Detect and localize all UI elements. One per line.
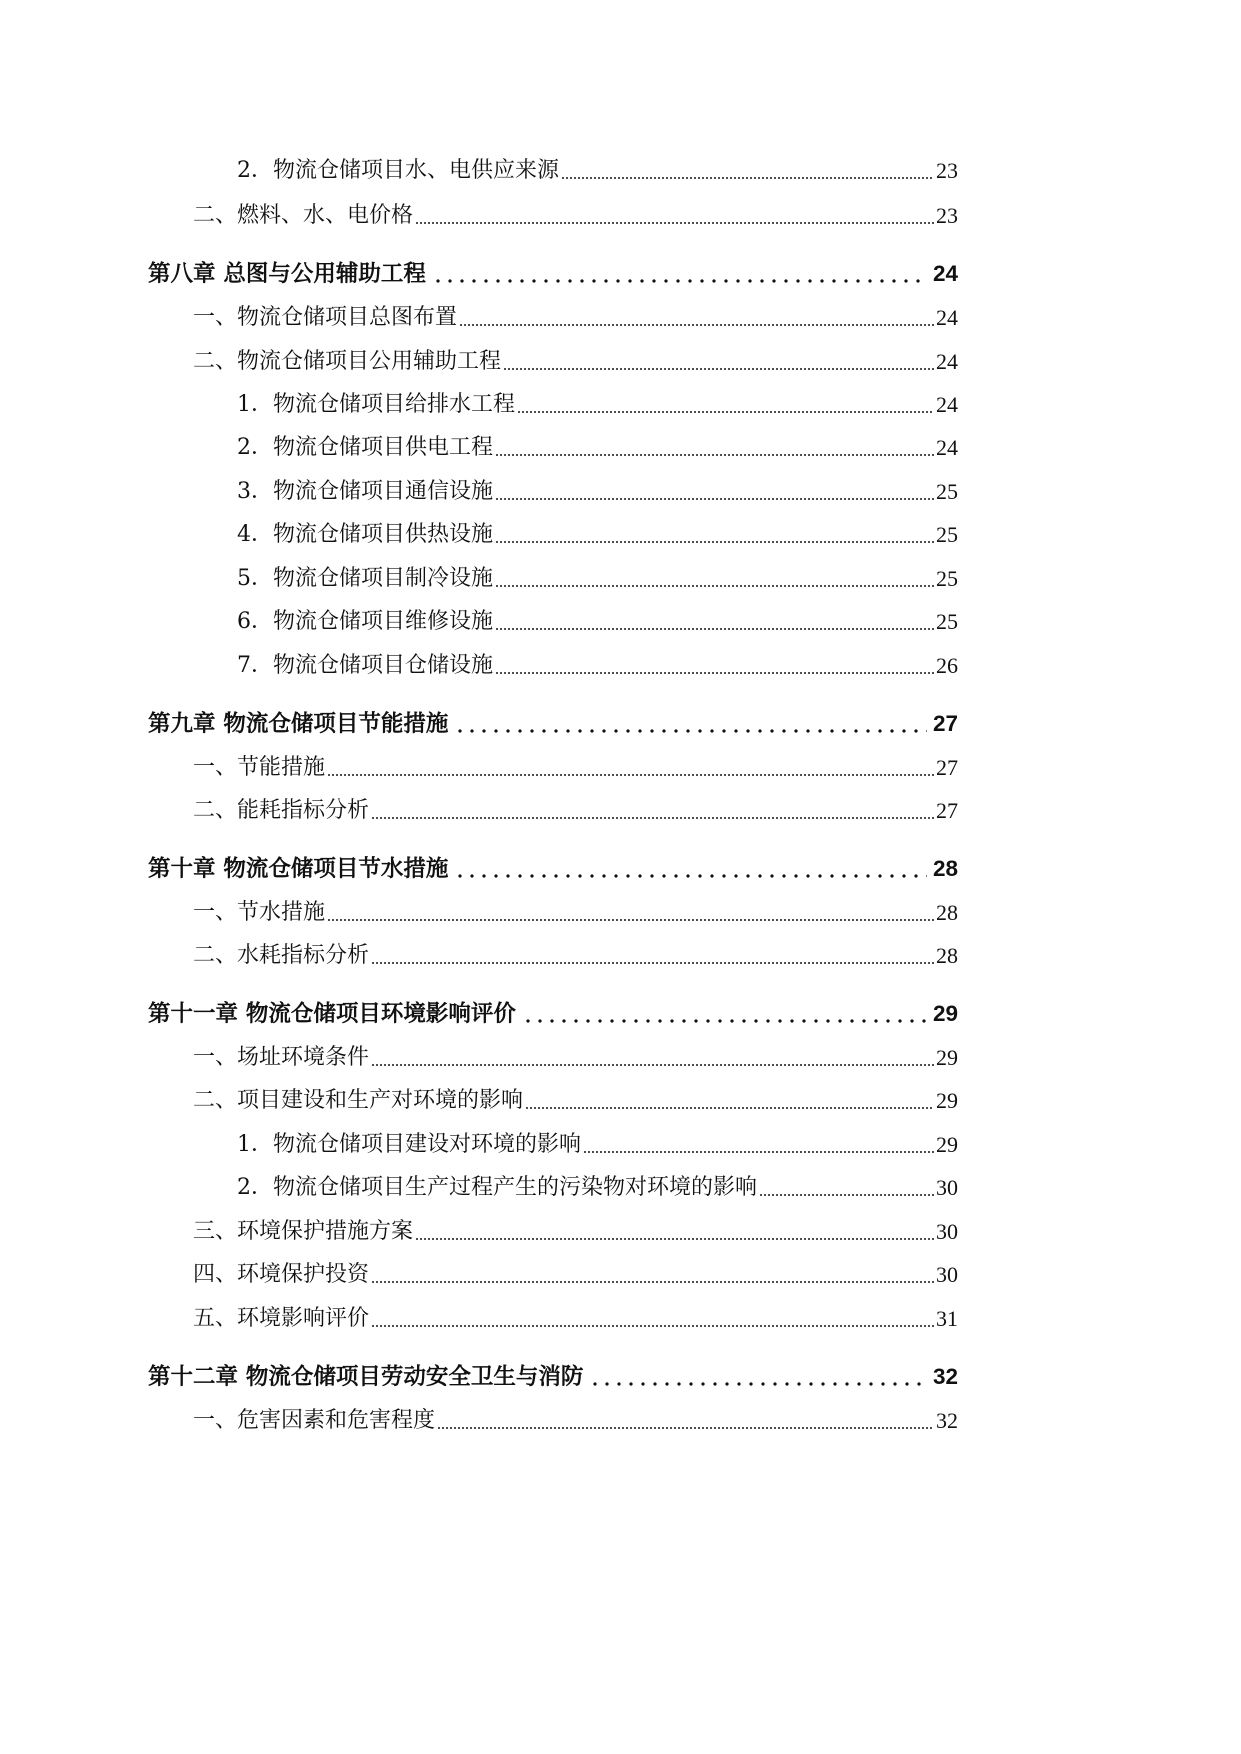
toc-entry-page-number: 23 [936,203,958,228]
toc-entry-page-number: 30 [936,1262,958,1287]
toc-entry-page-number: 27 [932,711,958,736]
dot-leader [495,574,934,588]
toc-entry-page-number: 27 [936,755,958,780]
toc-entry-title: 2．物流仓储项目供电工程 [237,435,493,460]
toc-chapter-entry[interactable] [148,698,958,738]
toc-section-entry[interactable] [193,1075,958,1115]
toc-entry-page-number: 24 [936,349,958,374]
dot-leader [589,1373,927,1387]
dot-leader [495,487,934,501]
toc-entry-page-number: 29 [932,1001,958,1026]
dot-leader [415,211,934,225]
dot-leader [503,357,934,371]
toc-entry-title: 二、燃料、水、电价格 [193,203,414,228]
toc-subsection-entry[interactable] [237,509,958,549]
toc-entry-title: 二、能耗指标分析 [193,798,370,823]
toc-section-entry[interactable] [193,742,958,782]
dot-leader [371,951,934,965]
toc-entry-page-number: 25 [936,479,958,504]
toc-entry-page-number: 29 [936,1132,958,1157]
toc-chapter-entry[interactable] [148,248,958,288]
toc-entry-title: 第八章 总图与公用辅助工程 [148,261,426,287]
toc-subsection-entry[interactable] [237,1162,958,1202]
dot-leader [371,1053,934,1067]
dot-leader [517,400,934,414]
toc-entry-page-number: 30 [936,1219,958,1244]
toc-entry-title: 5．物流仓储项目制冷设施 [237,566,493,591]
toc-entry-page-number: 30 [936,1175,958,1200]
dot-leader [759,1183,934,1197]
toc-section-entry[interactable] [193,930,958,970]
toc-entry-page-number: 28 [936,943,958,968]
toc-entry-page-number: 25 [936,566,958,591]
toc-entry-title: 4．物流仓储项目供热设施 [237,522,493,547]
toc-entry-title: 第十一章 物流仓储项目环境影响评价 [148,1001,516,1027]
dot-leader [371,1314,934,1328]
dot-leader [583,1140,934,1154]
toc-entry-title: 二、项目建设和生产对环境的影响 [193,1088,524,1113]
toc-entry-title: 2．物流仓储项目水、电供应来源 [237,158,559,183]
toc-entry-page-number: 31 [936,1306,958,1331]
toc-section-entry[interactable] [193,785,958,825]
toc-entry-title: 一、物流仓储项目总图布置 [193,305,458,330]
toc-entry-page-number: 28 [932,856,958,881]
dot-leader [561,166,934,180]
dot-leader [454,865,927,879]
toc-entry-page-number: 32 [932,1364,958,1389]
dot-leader [371,806,934,820]
dot-leader [437,1416,934,1430]
toc-entry-page-number: 26 [936,653,958,678]
toc-section-entry[interactable] [193,1206,958,1246]
toc-subsection-entry[interactable] [237,640,958,680]
toc-entry-title: 三、环境保护措施方案 [193,1219,414,1244]
dot-leader [525,1096,934,1110]
dot-leader [454,720,927,734]
dot-leader [415,1227,934,1241]
toc-section-entry[interactable] [193,1293,958,1333]
toc-entry-page-number: 29 [936,1088,958,1113]
toc-entry-page-number: 23 [936,158,958,183]
toc-entry-page-number: 28 [936,900,958,925]
toc-entry-page-number: 32 [936,1408,958,1433]
toc-chapter-entry[interactable] [148,843,958,883]
toc-entry-title: 一、危害因素和危害程度 [193,1408,436,1433]
toc-section-entry[interactable] [193,1249,958,1289]
toc-entry-title: 五、环境影响评价 [193,1306,370,1331]
toc-entry-title: 3．物流仓储项目通信设施 [237,479,493,504]
toc-subsection-entry[interactable] [237,553,958,593]
toc-subsection-entry[interactable] [237,596,958,636]
toc-entry-page-number: 24 [936,435,958,460]
dot-leader [432,270,927,284]
toc-subsection-entry[interactable] [237,422,958,462]
toc-entry-page-number: 24 [932,261,958,286]
toc-entry-title: 1．物流仓储项目建设对环境的影响 [237,1132,581,1157]
toc-section-entry[interactable] [193,887,958,927]
dot-leader [495,661,934,675]
dot-leader [371,1270,934,1284]
toc-section-entry[interactable] [193,1395,958,1435]
toc-chapter-entry[interactable] [148,988,958,1028]
toc-entry-title: 二、物流仓储项目公用辅助工程 [193,349,502,374]
dot-leader [495,530,934,544]
toc-entry-title: 6．物流仓储项目维修设施 [237,609,493,634]
toc-section-entry[interactable] [193,1032,958,1072]
toc-section-entry[interactable] [193,336,958,376]
toc-entry-page-number: 25 [936,522,958,547]
dot-leader [495,443,934,457]
toc-entry-title: 2．物流仓储项目生产过程产生的污染物对环境的影响 [237,1175,757,1200]
toc-subsection-entry[interactable] [237,466,958,506]
toc-entry-page-number: 27 [936,798,958,823]
toc-subsection-entry[interactable] [237,145,958,185]
toc-subsection-entry[interactable] [237,379,958,419]
toc-subsection-entry[interactable] [237,1119,958,1159]
dot-leader [522,1010,927,1024]
toc-entry-title: 第十二章 物流仓储项目劳动安全卫生与消防 [148,1364,584,1390]
toc-entry-page-number: 25 [936,609,958,634]
toc-entry-title: 一、节能措施 [193,755,326,780]
toc-chapter-entry[interactable] [148,1351,958,1391]
toc-entry-page-number: 24 [936,392,958,417]
toc-entry-title: 一、节水措施 [193,900,326,925]
toc-entry-title: 二、水耗指标分析 [193,943,370,968]
toc-section-entry[interactable] [193,292,958,332]
dot-leader [327,908,934,922]
toc-entry-page-number: 29 [936,1045,958,1070]
toc-entry-title: 第九章 物流仓储项目节能措施 [148,711,449,737]
toc-section-entry[interactable] [193,190,958,230]
dot-leader [495,617,934,631]
toc-entry-title: 第十章 物流仓储项目节水措施 [148,856,449,882]
toc-entry-title: 一、场址环境条件 [193,1045,370,1070]
toc-entry-title: 1．物流仓储项目给排水工程 [237,392,515,417]
toc-entry-title: 7．物流仓储项目仓储设施 [237,653,493,678]
toc-entry-page-number: 24 [936,305,958,330]
dot-leader [459,313,934,327]
toc-entry-title: 四、环境保护投资 [193,1262,370,1287]
dot-leader [327,763,934,777]
